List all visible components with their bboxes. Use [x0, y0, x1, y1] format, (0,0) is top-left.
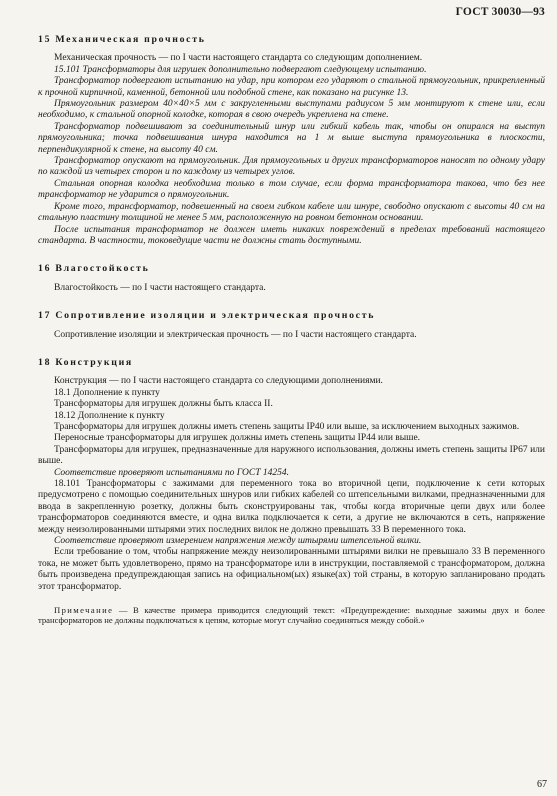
paragraph: Трансформаторы для игрушек должны иметь степень защиты IP40 или выше, за исключением выходных зажимов. [54, 421, 520, 432]
section-17-title: 17 Сопротивление изоляции и электрическая прочность [38, 310, 376, 322]
paragraph: Сопротивление изоляции и электрическая прочность — по I части настоящего стандарта. [54, 329, 417, 340]
paragraph: Влагостойкость — по I части настоящего стандарта. [54, 282, 266, 293]
section-16-title: 16 Влагостойкость [38, 263, 150, 275]
paragraph: 18.1 Дополнение к пункту [54, 387, 160, 398]
note-label: Примечание [54, 605, 114, 616]
section-18-title: 18 Конструкция [38, 356, 133, 368]
paragraph: Трансформаторы для игрушек должны быть класса II. [54, 399, 273, 410]
document-body [38, 34, 545, 625]
paragraph: Трансформаторы для игрушек, предназначенные для наружного использования, должны иметь степень защиты IP67 или выше. [38, 444, 545, 467]
section-15-title: 15 Механическая прочность [38, 34, 206, 45]
paragraph: Трансформатор подвешивают за соединительный шнур или гибкий кабель так, чтобы он опирался на выступ прямоугольника; точка подвешивания шнура находится на 1 м выше выступа прямоугольника в плоскости, перпендикулярной к стене, на высоту 40 см. [38, 121, 545, 155]
paragraph: Кроме того, трансформатор, подвешенный на своем гибком кабеле или шнуре, свободно опускают с высоты 40 см на стальную пластину толщиной не менее 5 мм, расположенную на ровном бетонном основании. [38, 201, 545, 224]
paragraph: Механическая прочность — по I части настоящего стандарта со следующим дополнением. [54, 53, 423, 64]
note [38, 605, 545, 625]
paragraph: 18.12 Дополнение к пункту [54, 410, 165, 421]
paragraph: Если требование о том, чтобы напряжение между неизолированными штырями вилки не превышало 33 В переменного тока, не может быть удовлетворено, прямо на трансформаторе или в инструкции, поставляемой с трансформатором, должна быть произведена предупреждающая запись на официальном(ых) языке(ах) той страны, в которую запланировано продать этот трансформатор. [38, 547, 545, 592]
paragraph: Конструкция — по I части настоящего стандарта со следующими дополнениями. [54, 376, 383, 387]
paragraph: После испытания трансформатор не должен иметь никаких повреждений в пределах требований настоящего стандарта. В частности, токоведущие части не должны стать доступными. [38, 224, 545, 246]
paragraph: Трансформатор подвергают испытанию на удар, при котором его ударяют о стальной прямоугольник, прикрепленный к прочной кирпичной, каменной, бетонной или подобной стене, как показано на рисунке 13. [38, 76, 545, 98]
paragraph: 15.101 Трансформаторы для игрушек дополнительно подвергают следующему испытанию. [54, 64, 427, 75]
paragraph: Переносные трансформаторы для игрушек должны иметь степень защиты IP44 или выше. [54, 433, 421, 444]
paragraph: Стальная опорная колодка необходима только в том случае, если форма трансформатора такова, что без нее трансформатор не ударится о прямоугольник. [38, 178, 545, 201]
paragraph: Прямоугольник размером 40×40×5 мм с закругленными выступами радиусом 5 мм монтируют к стене или, если необходимо, к стальной опорной колодке, которая в свою очередь укреплена на стене. [38, 99, 545, 121]
paragraph: Соответствие проверяют испытаниями по ГОСТ 14254. [54, 467, 290, 478]
note-text: — В качестве примера приводится следующий текст: «Предупреждение: выходные зажимы двух и более трансформаторов не должны подключаться к цепям, которые могут случайно соединяться между собой.» [38, 605, 545, 626]
page-number: 67 [537, 779, 547, 790]
paragraph: Соответствие проверяют измерением напряжения между штырями штепсельной вилки. [54, 536, 422, 547]
paragraph: 18.101 Трансформаторы с зажимами для переменного тока во вторичной цепи, подключение к сети которых предусмотрено с помощью соединительных шнуров или гибких кабелей со штепсельными вилками, предназначенными для ввода в закрепленную розетку, должны быть сконструированы так, чтобы когда вторичные цепи двух или более трансформаторов соединяются вместе, и одна вилка подключается к сети, а другие не включаются в сеть, напряжение между неизолированными штырями этих последних вилок не должно превышать 33 В переменного тока. [38, 479, 545, 535]
page-header: ГОСТ 30030—93 [455, 6, 545, 18]
paragraph: Трансформатор опускают на прямоугольник. Для прямоугольных и других трансформаторов наносят по одному удару по каждой из четырех сторон и по каждому из четырех углов. [38, 156, 545, 178]
